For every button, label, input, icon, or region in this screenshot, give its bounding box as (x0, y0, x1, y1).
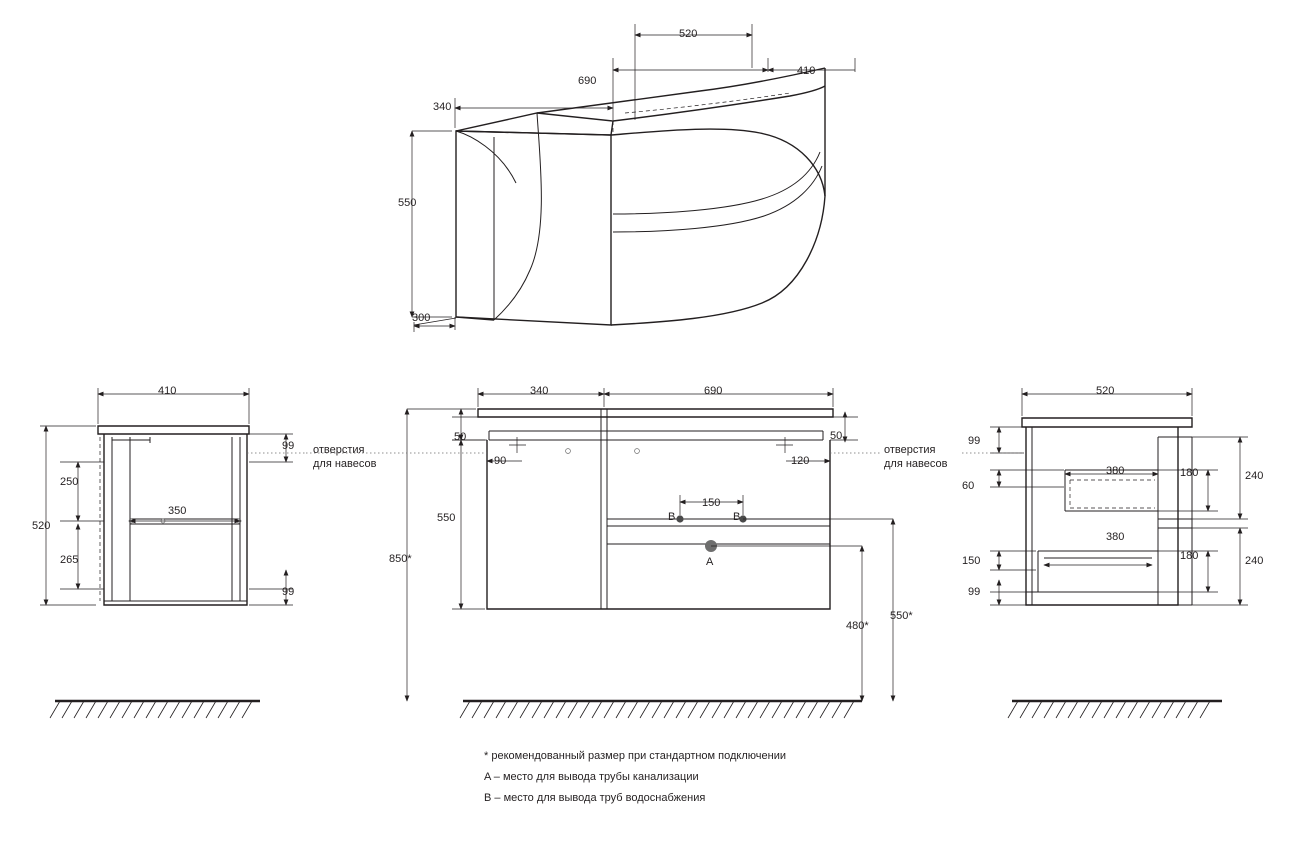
iso-dim-520: 520 (679, 28, 698, 40)
left-dim-350: 350 (168, 505, 187, 517)
iso-dim-690: 690 (578, 75, 597, 87)
front-dim-480: 480* (846, 620, 869, 632)
right-dim-380-top: 380 (1106, 465, 1125, 477)
annotation-holes-left (313, 443, 376, 471)
front-dim-340: 340 (530, 385, 549, 397)
marker-a: A (706, 556, 714, 568)
left-dim-410: 410 (158, 385, 177, 397)
front-dim-850: 850* (389, 553, 412, 565)
front-dim-120: 120 (791, 455, 810, 467)
right-dim-240-top: 240 (1245, 470, 1264, 482)
annotation-holes-left-line2: для навесов (313, 458, 377, 470)
right-dim-520: 520 (1096, 385, 1115, 397)
front-dim-90: 90 (494, 455, 507, 467)
right-dim-240-bottom: 240 (1245, 555, 1264, 567)
right-side-view (1008, 418, 1222, 718)
left-view-dimensions (40, 388, 306, 605)
right-dim-180-top: 180 (1180, 467, 1199, 479)
front-dim-50-right: 50 (830, 430, 843, 442)
right-dim-380-bottom: 380 (1106, 531, 1125, 543)
right-dim-150: 150 (962, 555, 981, 567)
iso-dim-300: 300 (412, 312, 431, 324)
right-dim-60: 60 (962, 480, 975, 492)
annotation-holes-right-line2: для навесов (884, 458, 948, 470)
annotation-holes-right (884, 443, 947, 471)
right-dim-99-top: 99 (968, 435, 981, 447)
left-side-view (50, 426, 260, 718)
note-line-1: * рекомендованный размер при стандартном подключении (484, 750, 786, 762)
iso-dim-550: 550 (398, 197, 417, 209)
left-dim-265: 265 (60, 554, 79, 566)
left-dim-520: 520 (32, 520, 51, 532)
iso-dim-340: 340 (433, 101, 452, 113)
right-dim-99-bottom: 99 (968, 586, 981, 598)
annotation-holes-left-line1: отверстия (313, 444, 365, 456)
left-dim-99-top: 99 (282, 440, 295, 452)
left-dim-99-bottom: 99 (282, 586, 295, 598)
iso-dim-410: 410 (797, 65, 816, 77)
right-dim-180-bottom: 180 (1180, 550, 1199, 562)
isometric-cabinet (456, 68, 825, 325)
front-dim-150: 150 (702, 497, 721, 509)
note-line-2: A – место для вывода трубы канализации (484, 771, 699, 783)
front-dim-550-star: 550* (890, 610, 913, 622)
marker-b-right: B (733, 511, 741, 523)
front-dim-50-left: 50 (454, 431, 467, 443)
marker-b-left: B (668, 511, 676, 523)
left-dim-250: 250 (60, 476, 79, 488)
right-view-dimensions (962, 388, 1248, 605)
annotation-holes-right-line1: отверстия (884, 444, 936, 456)
front-dim-690: 690 (704, 385, 723, 397)
front-dim-550: 550 (437, 512, 456, 524)
note-line-3: B – место для вывода труб водоснабжения (484, 792, 706, 804)
